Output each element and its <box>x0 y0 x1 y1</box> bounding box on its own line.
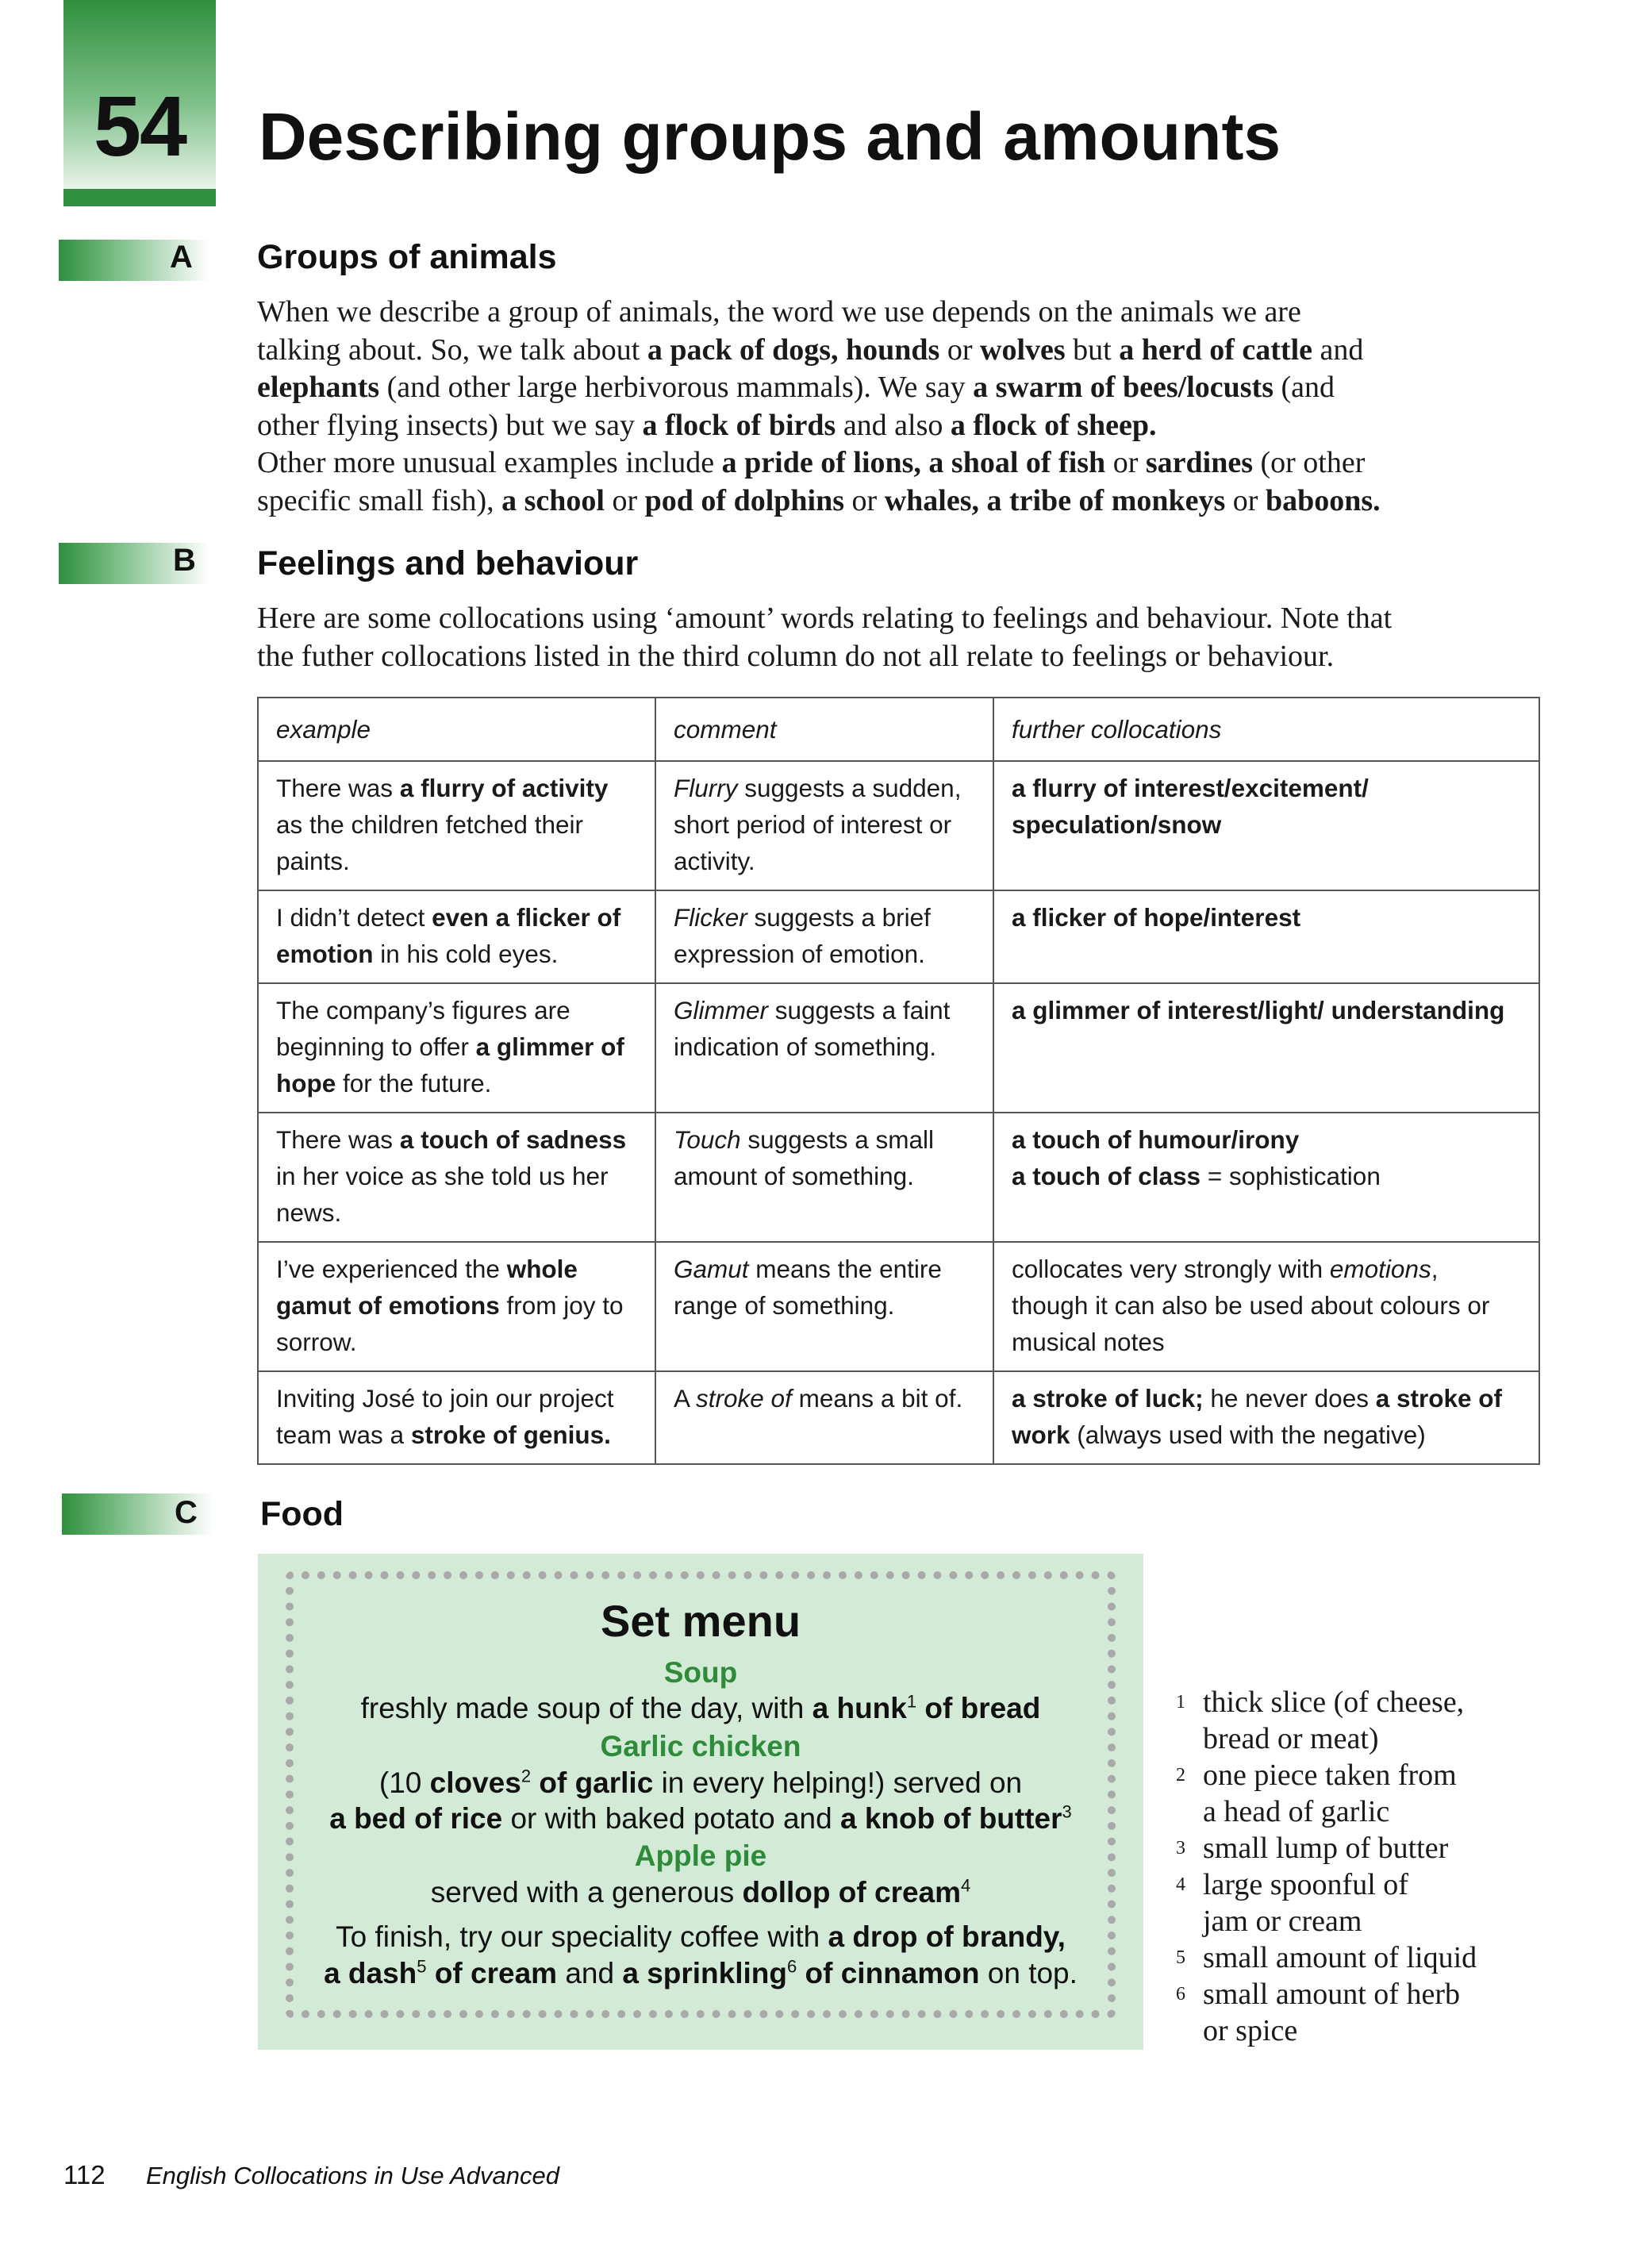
collocation-table <box>257 697 1540 1465</box>
menu-chicken-line: (10 cloves$^2$ of garlic in every helping!) served on <box>378 1766 1023 1799</box>
comment-cell: Gamut means the entire range of something. <box>655 1242 993 1371</box>
section-b-intro <box>257 600 1542 675</box>
menu-soup-line: freshly made soup of the day, with a hunk$^1$ of bread <box>360 1691 1041 1724</box>
comment-cell: Flurry suggests a sudden, short period of interest or activity. <box>655 761 993 890</box>
comment-cell: Glimmer suggests a faint indication of something. <box>655 983 993 1113</box>
menu-title: Set menu <box>600 1596 801 1646</box>
footnote-number: 3 <box>1176 1838 1185 1859</box>
table-header: example <box>258 698 655 761</box>
section-a-title: Groups of animals <box>257 238 557 276</box>
footnote-text: a head of garlic <box>1203 1795 1390 1828</box>
table-row <box>258 983 1539 1113</box>
footnote <box>1176 1830 1541 1866</box>
further-cell: a touch of humour/irony a touch of class = sophistication <box>993 1113 1539 1242</box>
further-cell: a flicker of hope/interest <box>993 890 1539 983</box>
example-cell: I’ve experienced the whole gamut of emotions from joy to sorrow. <box>258 1242 655 1371</box>
table-row <box>258 1113 1539 1242</box>
section-a-line: When we describe a group of animals, the word we use depends on the animals we are <box>257 295 1301 329</box>
section-b-letter: B <box>173 543 196 578</box>
page-title: Describing groups and amounts <box>259 99 1281 174</box>
menu-finish-line: a dash$^5$ of cream and a sprinkling$^6$ of cinnamon on top. <box>324 1956 1078 1989</box>
section-a-line: elephants (and other large herbivorous mammals). We say a swarm of bees/locusts (and <box>257 371 1335 404</box>
footnote <box>1176 1939 1541 1976</box>
table-row <box>258 761 1539 890</box>
further-cell: a flurry of interest/excitement/ speculation/snow <box>993 761 1539 890</box>
example-cell: Inviting José to join our project team was a stroke of genius. <box>258 1371 655 1464</box>
section-b-intro-line: Here are some collocations using ‘amount’ words relating to feelings and behaviour. Note that <box>257 602 1393 635</box>
example-cell: The company’s figures are beginning to offer a glimmer of hope for the future. <box>258 983 655 1113</box>
example-cell: There was a touch of sadness in her voice as she told us her news. <box>258 1113 655 1242</box>
comment-cell: A stroke of means a bit of. <box>655 1371 993 1464</box>
footnote <box>1176 1976 1541 2049</box>
table-header: comment <box>655 698 993 761</box>
section-a-line: talking about. So, we talk about a pack of dogs, hounds or wolves but a herd of cattle and <box>257 333 1364 367</box>
section-a-body <box>257 294 1542 520</box>
menu-pie-heading: Apple pie <box>634 1839 767 1872</box>
footnote-number: 5 <box>1176 1947 1185 1968</box>
section-c-letter: C <box>175 1495 198 1530</box>
section-b-intro-line: the futher collocations listed in the third column do not all relate to feelings or behaviour. <box>257 639 1335 673</box>
unit-number: 54 <box>93 78 186 174</box>
footnote-text: one piece taken from <box>1203 1759 1457 1792</box>
comment-cell: Flicker suggests a brief expression of emotion. <box>655 890 993 983</box>
menu-chicken-line: a bed of rice or with baked potato and a knob of butter$^3$ <box>329 1801 1072 1835</box>
further-cell: collocates very strongly with emotions, though it can also be used about colours or musical notes <box>993 1242 1539 1371</box>
footnote-text: small amount of herb <box>1203 1978 1460 2011</box>
example-cell: I didn’t detect even a flicker of emotion in his cold eyes. <box>258 890 655 983</box>
section-a-letter: A <box>170 240 193 275</box>
footnote-text: large spoonful of <box>1203 1868 1408 1901</box>
page-number: 112 <box>63 2160 106 2189</box>
comment-cell: Touch suggests a small amount of something. <box>655 1113 993 1242</box>
footnote-number: 1 <box>1176 1692 1185 1713</box>
menu-pie-line: served with a generous dollop of cream$^4$ <box>430 1875 971 1909</box>
footnote-text: jam or cream <box>1203 1905 1362 1938</box>
footnote <box>1176 1684 1541 1757</box>
footnote-number: 2 <box>1176 1765 1185 1786</box>
footnote-text: small lump of butter <box>1203 1832 1449 1865</box>
footnote-text: thick slice (of cheese, <box>1203 1686 1465 1719</box>
menu-chicken-heading: Garlic chicken <box>600 1730 801 1763</box>
footnote-text: or spice <box>1203 2014 1298 2047</box>
table-row <box>258 1371 1539 1464</box>
table-row <box>258 1242 1539 1371</box>
book-title: English Collocations in Use Advanced <box>146 2162 559 2189</box>
further-cell: a glimmer of interest/light/ understanding <box>993 983 1539 1113</box>
footnote-number: 4 <box>1176 1874 1185 1895</box>
section-a-line: Other more unusual examples include a pride of lions, a shoal of fish or sardines (or other <box>257 446 1366 479</box>
table-header-row <box>258 698 1539 761</box>
menu-finish-line: To finish, try our speciality coffee with a drop of brandy, <box>336 1920 1066 1953</box>
footnote-text: small amount of liquid <box>1203 1941 1477 1974</box>
menu-soup-heading: Soup <box>663 1656 738 1689</box>
section-c-title: Food <box>260 1495 344 1533</box>
section-b-title: Feelings and behaviour <box>257 544 639 582</box>
unit-bar <box>63 189 216 206</box>
section-a-line: specific small fish), a school or pod of dolphins or whales, a tribe of monkeys or baboons. <box>257 483 1381 517</box>
footnote-text: bread or meat) <box>1203 1722 1379 1755</box>
menu-footnotes <box>1176 1684 1541 2049</box>
example-cell: There was a flurry of activity as the children fetched their paints. <box>258 761 655 890</box>
further-cell: a stroke of luck; he never does a stroke of work (always used with the negative) <box>993 1371 1539 1464</box>
table-header: further collocations <box>993 698 1539 761</box>
footnote <box>1176 1757 1541 1830</box>
footnote <box>1176 1866 1541 1939</box>
table-row <box>258 890 1539 983</box>
section-a-line: other flying insects) but we say a flock of birds and also a flock of sheep. <box>257 408 1157 442</box>
footnote-number: 6 <box>1176 1984 1185 2005</box>
